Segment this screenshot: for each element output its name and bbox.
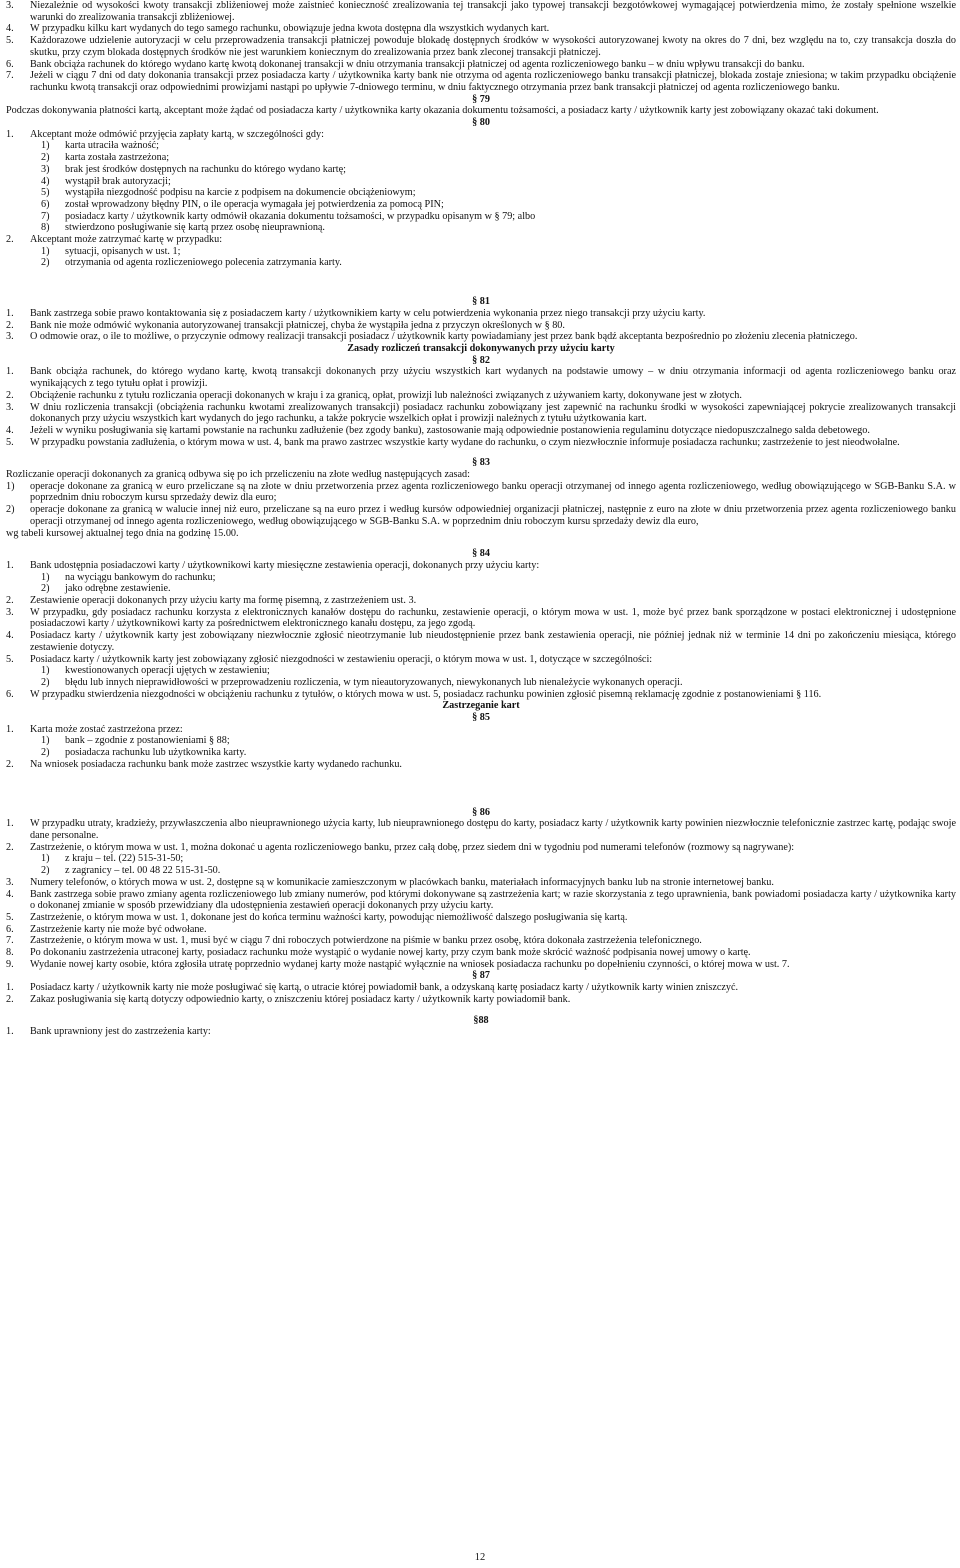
- item-number: 2): [41, 257, 50, 269]
- numbered-item: [6, 924, 956, 936]
- sub-item: [6, 572, 956, 584]
- spacer: [6, 448, 956, 457]
- item-text: Po dokonaniu zastrzeżenia utraconej karty, posiadacz rachunku może wystąpić o wydanie nowej karty, przy czym bank może skrócić ważność podpisania nowej umowy o kartę.: [30, 947, 751, 959]
- item-text: bank – zgodnie z postanowieniami § 88;: [65, 735, 230, 747]
- item-number: 2.: [6, 758, 14, 770]
- item-number: 5.: [6, 911, 14, 923]
- numbered-item: [6, 560, 956, 572]
- section-number: § 84: [472, 548, 490, 560]
- item-number: 9.: [6, 958, 14, 970]
- item-number: 1.: [6, 307, 14, 319]
- numbered-item: [6, 437, 956, 449]
- item-text: W przypadku kilku kart wydanych do tego samego rachunku, obowiązuje jedna kwota dostępna dla wszystkich wydanych kart.: [30, 23, 550, 35]
- item-text: Wydanie nowej karty osobie, która zgłosiła utratę poprzednio wydanej karty może nastąpić wyłącznie na wniosek posiadacza rachunku po dopełnieniu czynności, o której mowa w ust. 7.: [30, 958, 790, 970]
- numbered-item: [6, 331, 956, 343]
- item-text: Posiadacz karty / użytkownik karty jest zobowiązany zgłosić niezgodności w zestawieniu operacji, o którym mowa w ust. 1, dotyczące w szczególności:: [30, 653, 653, 665]
- item-text: Posiadacz karty / użytkownik karty nie może posługiwać się kartą, o utracie której powiadomił bank, a odzyskaną kartę posiadacz karty / użytkownik karty winien zniszczyć.: [30, 982, 739, 994]
- numbered-item: [6, 308, 956, 320]
- item-text: Bank obciąża rachunek do którego wydano kartę kwotą dokonanej transakcji w dniu otrzymania transakcji płatniczej od agenta rozliczeniowego banku – w dniu wpływu transakcji do banku.: [30, 58, 805, 70]
- item-number: 1.: [6, 366, 14, 378]
- item-number: 1): [41, 140, 50, 152]
- numbered-item: [6, 689, 956, 701]
- numbered-item: [6, 390, 956, 402]
- item-text: został wprowadzony błędny PIN, o ile operacja wymagała jej potwierdzenia za pomocą PIN;: [65, 198, 444, 210]
- item-text: brak jest środków dostępnych na rachunku do którego wydano kartę;: [65, 163, 346, 175]
- section-number: § 85: [472, 712, 490, 724]
- numbered-item: [6, 877, 956, 889]
- item-text: stwierdzono posługiwanie się kartą przez osobę nieuprawnioną.: [65, 222, 325, 234]
- item-text: karta utraciła ważność;: [65, 140, 159, 152]
- numbered-item: [6, 947, 956, 959]
- item-text: Bank obciąża rachunek, do którego wydano kartę, kwotą transakcji dokonanych przy użyciu wszystkich kart wydanych na podstawie umowy – w dniu otrzymania informacji od agenta rozliczeniowego banku oraz wynikających z tego tytułu opłat i prowizji.: [30, 366, 956, 390]
- item-number: 8): [41, 222, 50, 234]
- numbered-item: [6, 129, 956, 141]
- item-number: 4): [41, 175, 50, 187]
- item-number: 7): [41, 210, 50, 222]
- item-number: 1): [41, 571, 50, 583]
- section-heading: Zasady rozliczeń transakcji dokonywanych przy użyciu karty: [347, 342, 615, 354]
- numbered-item: [6, 481, 956, 504]
- item-text: Zastrzeżenie, o którym mowa w ust. 1, można dokonać u agenta rozliczeniowego banku, przez całą dobę, przez siedem dni w tygodniu pod numerami telefonów (rozmowy są nagrywane):: [30, 841, 795, 853]
- item-number: 5.: [6, 653, 14, 665]
- numbered-item: [6, 959, 956, 971]
- numbered-item: [6, 724, 956, 736]
- numbered-item: [6, 818, 956, 841]
- item-number: 2.: [6, 993, 14, 1005]
- item-number: 1.: [6, 982, 14, 994]
- item-number: 4.: [6, 424, 14, 436]
- item-number: 2): [41, 152, 50, 164]
- sub-item: [6, 747, 956, 759]
- item-number: 7.: [6, 70, 14, 82]
- item-number: 5.: [6, 35, 14, 47]
- numbered-item: [6, 982, 956, 994]
- item-number: 1.: [6, 128, 14, 140]
- numbered-item: [6, 935, 956, 947]
- item-number: 1.: [6, 723, 14, 735]
- sub-item: [6, 246, 956, 258]
- numbered-item: [6, 1026, 956, 1038]
- item-text: W przypadku, gdy posiadacz rachunku korzysta z elektronicznych kanałów dostępu do rachunku, zestawienie operacji, o którym mowa w ust. 1, może być przez bank sporządzone w postaci elektronicznej i udostępnione posiadaczowi karty / użytkownikowi karty za pośrednictwem elektronicznego kanału dostępu, za jego zgodą.: [30, 606, 956, 630]
- item-text: Na wniosek posiadacza rachunku bank może zastrzec wszystkie karty wydanedo rachunku.: [30, 758, 402, 770]
- section-number: § 81: [472, 296, 490, 308]
- numbered-item: [6, 0, 956, 23]
- item-number: 3): [41, 163, 50, 175]
- item-text: z kraju – tel. (22) 515-31-50;: [65, 853, 184, 865]
- item-text: Bank udostępnia posiadaczowi karty / użytkownikowi karty miesięczne zestawienia operacji, dokonanych przy użyciu karty:: [30, 559, 540, 571]
- sub-item: [6, 211, 956, 223]
- item-text: W przypadku stwierdzenia niezgodności w obciążeniu rachunku z tytułów, o których mowa w ust. 5, posiadacz rachunku powinien zgłosić pisemną reklamację zgodnie z postanowieniami § 116.: [30, 688, 822, 700]
- item-text: W przypadku utraty, kradzieży, przywłaszczenia albo nieuprawnionego użycia karty, lub nieuprawnionego dostępu do karty, posiadacz karty / użytkownik karty powinien niezwłocznie telefonicznie zastrzec kartę, podając swoje dane personalne.: [30, 818, 956, 841]
- spacer: [6, 771, 956, 798]
- item-text: z zagranicy – tel. 00 48 22 515-31-50.: [65, 865, 221, 877]
- section-number: § 83: [472, 457, 490, 469]
- item-number: 6.: [6, 688, 14, 700]
- section-number: § 87: [472, 970, 490, 982]
- item-text: Zestawienie operacji dokonanych przy użyciu karty ma formę pisemną, z zastrzeżeniem ust. 3.: [30, 595, 417, 607]
- item-text: operacje dokonane za granicą w walucie innej niż euro, przeliczane są na euro przez i według kursów odpowiedniej organizacji płatniczej, następnie z euro na złote w dniu przetworzenia przez agenta rozliczeniowego banku operacji otrzymanej od innego agenta rozliczeniowego, według obowiązującego w SGB-Banku S.A. w poprzednim dniu roboczym kursu sprzedaży dewiz dla euro,: [30, 504, 956, 527]
- numbered-item: [6, 234, 956, 246]
- sub-item: [6, 199, 956, 211]
- item-text: kwestionowanych operacji ujętych w zestawieniu;: [65, 665, 270, 677]
- item-text: operacje dokonane za granicą w euro przeliczane są na złote w dniu przetworzenia przez agenta rozliczeniowego banku operacji otrzymanej od innego agenta rozliczeniowego, według obowiązującego w SGB-Banku S.A. w poprzednim dniu roboczym kursu sprzedaży dewiz dla euro;: [30, 480, 956, 504]
- item-number: 4.: [6, 888, 14, 900]
- item-number: 3.: [6, 331, 14, 343]
- numbered-item: [6, 70, 956, 93]
- item-number: 1): [6, 480, 15, 492]
- numbered-item: [6, 320, 956, 332]
- item-number: 2): [41, 676, 50, 688]
- item-number: 5.: [6, 436, 14, 448]
- paragraph: Rozliczanie operacji dokonanych za granicą odbywa się po ich przeliczeniu na złote według następujących zasad:: [6, 469, 470, 481]
- item-text: Posiadacz karty / użytkownik karty jest zobowiązany niezwłocznie zgłosić nieotrzymanie lub nieudostępnienie przez bank zestawienia operacji, nie później jednak niż w terminie 14 dni po zakończeniu miesiąca, którego zestawienie dotyczy.: [30, 630, 956, 653]
- item-number: 6.: [6, 58, 14, 70]
- numbered-item: [6, 402, 956, 425]
- item-number: 6): [41, 198, 50, 210]
- numbered-item: [6, 759, 956, 771]
- spacer: [6, 539, 956, 548]
- numbered-item: [6, 889, 956, 912]
- item-text: jako odrębne zestawienie.: [65, 583, 171, 595]
- item-number: 1): [41, 853, 50, 865]
- spacer: [6, 798, 956, 807]
- item-number: 7.: [6, 935, 14, 947]
- spacer: [6, 1006, 956, 1015]
- numbered-item: [6, 654, 956, 666]
- item-text: Każdorazowe udzielenie autoryzacji w celu przeprowadzenia transakcji płatniczej powoduje blokadę dostępnych środków w wysokości autoryzowanej kwoty na okres do 7 dni, bez względu na to, czy transakcja doszła do skutku, przy czym blokada dostępnych środków nie jest warunkiem koniecznym do zrealizowania przez bank zleconej transakcji płatniczej.: [30, 35, 956, 58]
- sub-item: [6, 152, 956, 164]
- item-number: 2.: [6, 841, 14, 853]
- item-number: 2.: [6, 595, 14, 607]
- item-number: 3.: [6, 0, 14, 11]
- sub-item: [6, 257, 956, 269]
- item-text: Niezależnie od wysokości kwoty transakcji zbliżeniowej może zaistnieć konieczność zrealizowania tej transakcji jako typowej transakcji bezgotówkowej wymagającej potwierdzenia mimo, że zostały spełnione wszelkie warunki do zrealizowania transakcji zbliżeniowej.: [30, 0, 956, 23]
- numbered-item: [6, 35, 956, 58]
- item-text: O odmowie oraz, o ile to możliwe, o przyczynie odmowy realizacji transakcji posiadacz / użytkownik karty powiadamiany jest przez bank bądź akceptanta bezpośrednio po złożeniu zlecenia płatniczego.: [30, 331, 858, 343]
- item-text: Obciążenie rachunku z tytułu rozliczania operacji dokonanych w kraju i za granicą, opłat, prowizji lub należności związanych z używaniem karty, dokonywane jest w złotych.: [30, 389, 742, 401]
- sub-item: [6, 176, 956, 188]
- numbered-item: [6, 607, 956, 630]
- sub-item: [6, 583, 956, 595]
- section-number: §88: [473, 1014, 489, 1026]
- numbered-item: [6, 630, 956, 653]
- item-number: 1): [41, 245, 50, 257]
- item-text: Zastrzeżenie, o którym mowa w ust. 1, dokonane jest do końca terminu ważności karty, powodując niemożliwość dalszego posługiwania się kartą.: [30, 911, 628, 923]
- item-number: 3.: [6, 401, 14, 413]
- item-number: 8.: [6, 947, 14, 959]
- numbered-item: [6, 994, 956, 1006]
- numbered-item: [6, 23, 956, 35]
- item-number: 2): [41, 583, 50, 595]
- item-text: Karta może zostać zastrzeżona przez:: [30, 723, 183, 735]
- paragraph: Podczas dokonywania płatności kartą, akceptant może żądać od posiadacza karty / użytkownika karty okazania dokumentu tożsamości, a posiadacz karty / użytkownik karty jest zobowiązany okazać taki dokument.: [6, 105, 879, 117]
- sub-item: [6, 187, 956, 199]
- item-text: Bank nie może odmówić wykonania autoryzowanej transakcji płatniczej, chyba że wystąpiła jedna z przyczyn określonych w § 80.: [30, 319, 565, 331]
- numbered-item: [6, 366, 956, 389]
- item-number: 1): [41, 665, 50, 677]
- sub-item: [6, 222, 956, 234]
- numbered-item: [6, 59, 956, 71]
- item-text: otrzymania od agenta rozliczeniowego polecenia zatrzymania karty.: [65, 257, 342, 269]
- numbered-item: [6, 595, 956, 607]
- item-number: 2): [41, 747, 50, 759]
- item-text: W dniu rozliczenia transakcji (obciążenia rachunku kwotami zrealizowanych transakcji) posiadacz rachunku zobowiązany jest zapewnić na rachunku środki w wysokości zapewniającej pokrycie zrealizowanych transakcji dokonanych przy użyciu wszystkich kart wydanych do jego rachunku, a także pokrycie wszelkich opłat i prowizji należnych z tytułu użytkowania kart.: [30, 401, 956, 425]
- section-number: § 80: [472, 117, 490, 129]
- item-text: Zakaz posługiwania się kartą dotyczy odpowiednio karty, o zniszczeniu której posiadacz karty / użytkownik karty powiadomił bank.: [30, 993, 571, 1005]
- item-text: Jeżeli w ciągu 7 dni od daty dokonania transakcji przez posiadacza karty / użytkownika karty bank nie otrzyma od agenta rozliczeniowego banku transakcji płatniczej, blokada zostaje zniesiona; w takim przypadku obciążenie rachunku kwotą transakcji oraz odpowiednimi prowizjami nastąpi po upływie 7-dniowego terminu, w dniu faktycznego otrzymania przez bank transakcji płatniczej od agenta rozliczeniowego banku.: [30, 70, 956, 93]
- item-text: Numery telefonów, o których mowa w ust. 2, dostępne są w komunikacie zamieszczonym w placówkach banku, materiałach informacyjnych banku lub na stronie internetowej banku.: [30, 876, 774, 888]
- item-number: 1.: [6, 818, 14, 830]
- numbered-item: [6, 842, 956, 854]
- item-text: W przypadku powstania zadłużenia, o którym mowa w ust. 4, bank ma prawo zastrzec wszystkie karty wydane do rachunku, o czym niezwłocznie informuje posiadacza rachunku; zastrzeżenie to jest nieodwołalne.: [30, 436, 900, 448]
- section-number: § 79: [472, 93, 490, 105]
- section-number: § 86: [472, 806, 490, 818]
- item-text: wystąpił brak autoryzacji;: [65, 175, 171, 187]
- item-number: 5): [41, 187, 50, 199]
- item-number: 4.: [6, 23, 14, 35]
- item-text: sytuacji, opisanych w ust. 1;: [65, 245, 181, 257]
- numbered-item: [6, 912, 956, 924]
- sub-item: [6, 665, 956, 677]
- item-text: Akceptant może zatrzymać kartę w przypadku:: [30, 234, 223, 246]
- item-number: 2): [6, 504, 15, 516]
- item-number: 1.: [6, 1026, 14, 1038]
- item-number: 6.: [6, 923, 14, 935]
- item-number: 2.: [6, 319, 14, 331]
- spacer: [6, 269, 956, 296]
- item-number: 1): [41, 735, 50, 747]
- item-text: na wyciągu bankowym do rachunku;: [65, 571, 216, 583]
- sub-item: [6, 865, 956, 877]
- item-number: 2): [41, 865, 50, 877]
- sub-item: [6, 140, 956, 152]
- item-number: 3.: [6, 876, 14, 888]
- sub-item: [6, 164, 956, 176]
- sub-item: [6, 853, 956, 865]
- numbered-item: [6, 504, 956, 527]
- item-number: 1.: [6, 559, 14, 571]
- item-text: Bank uprawniony jest do zastrzeżenia karty:: [30, 1026, 211, 1038]
- item-text: Zastrzeżenie, o którym mowa w ust. 1, musi być w ciągu 7 dni roboczych potwierdzone na piśmie w banku przez osobę, która dokonała zastrzeżenia telefonicznego.: [30, 935, 702, 947]
- section-number: § 82: [472, 354, 490, 366]
- item-number: 3.: [6, 606, 14, 618]
- item-text: posiadacz karty / użytkownik karty odmówił okazania dokumentu tożsamości, w przypadku opisanym w § 79; albo: [65, 210, 536, 222]
- item-text: Bank zastrzega sobie prawo zmiany agenta rozliczeniowego lub zmiany numerów, pod którymi dokonywane są zastrzeżenia kart; w razie skorzystania z tego uprawnienia, bank powiadomi posiadacza karty / użytkownika karty o dokonanej zmianie w sposób przewidziany dla udostępnienia zestawień operacji dokonanych przy użyciu karty.: [30, 888, 956, 912]
- item-text: Zastrzeżenie karty nie może być odwołane.: [30, 923, 207, 935]
- sub-item: [6, 677, 956, 689]
- paragraph: wg tabeli kursowej aktualnej tego dnia na godzinę 15.00.: [6, 527, 239, 539]
- numbered-item: [6, 425, 956, 437]
- item-text: posiadacza rachunku lub użytkownika karty.: [65, 747, 247, 759]
- item-number: 2.: [6, 234, 14, 246]
- item-text: karta została zastrzeżona;: [65, 152, 170, 164]
- item-text: wystąpiła niezgodność podpisu na karcie z podpisem na dokumencie obciążeniowym;: [65, 187, 416, 199]
- sub-item: [6, 735, 956, 747]
- item-number: 4.: [6, 630, 14, 642]
- item-text: błędu lub innych nieprawidłowości w przeprowadzeniu rozliczenia, w tym nieautoryzowanych, niewykonanych lub nienależycie wykonanych operacji.: [65, 676, 683, 688]
- item-text: Akceptant może odmówić przyjęcia zapłaty kartą, w szczególności gdy:: [30, 128, 324, 140]
- page-number: 12: [474, 1552, 486, 1563]
- item-text: Jeżeli w wyniku posługiwania się kartami powstanie na rachunku zadłużenie (bez zgody banku), zastosowanie mają odpowiednie postanowienia regulaminu dotyczące niedopuszczalnego salda debetowego.: [30, 424, 870, 436]
- item-number: 2.: [6, 389, 14, 401]
- item-text: Bank zastrzega sobie prawo kontaktowania się z posiadaczem karty / użytkownikiem karty w celu potwierdzenia wykonania przez niego transakcji przy użyciu karty.: [30, 307, 706, 319]
- section-heading: Zastrzeganie kart: [442, 700, 520, 712]
